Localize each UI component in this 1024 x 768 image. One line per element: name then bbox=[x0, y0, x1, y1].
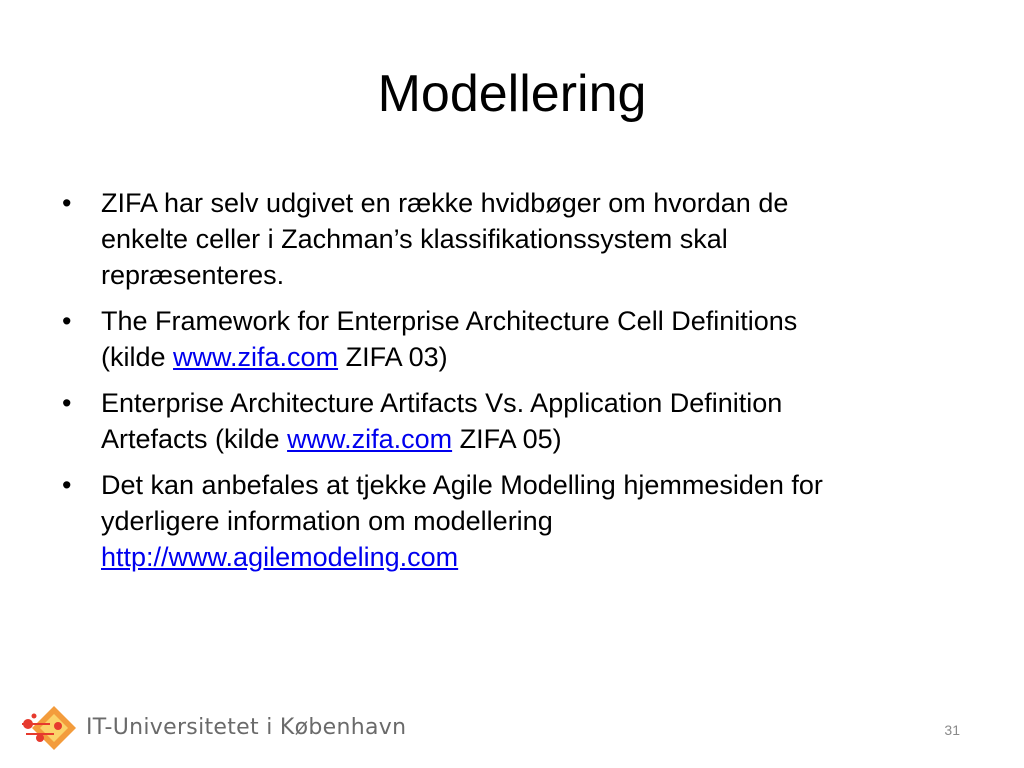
bullet-2-line-1: The Framework for Enterprise Architecture Cell Definitions bbox=[101, 306, 798, 336]
logo-text: IT-Universitetet i København bbox=[86, 715, 407, 740]
slide-title: Modellering bbox=[377, 65, 647, 123]
bullet-item-4 bbox=[58, 467, 958, 575]
footer-logo bbox=[20, 704, 440, 754]
bullet-dot-icon: • bbox=[62, 306, 72, 336]
bullet-2-suffix: ZIFA 03) bbox=[338, 342, 448, 372]
bullet-2-prefix: (kilde bbox=[101, 342, 174, 372]
bullet-1-line-2: enkelte celler i Zachman’s klassifikationssystem skal bbox=[101, 224, 728, 254]
bullet-3-prefix: Artefacts (kilde bbox=[101, 424, 288, 454]
page-number: 31 bbox=[944, 722, 960, 738]
bullet-3-suffix: ZIFA 05) bbox=[452, 424, 562, 454]
agilemodeling-link[interactable]: http://www.agilemodeling.com bbox=[101, 542, 459, 572]
bullet-dot-icon: • bbox=[62, 188, 72, 218]
bullet-1-line-3: repræsenteres. bbox=[101, 260, 285, 290]
bullet-3-line-1: Enterprise Architecture Artifacts Vs. Application Definition bbox=[101, 388, 783, 418]
bullet-4-line-1: Det kan anbefales at tjekke Agile Modelling hjemmesiden for bbox=[101, 470, 823, 500]
bullet-item-2 bbox=[58, 303, 958, 375]
bullet-dot-icon: • bbox=[62, 470, 72, 500]
bullet-4-line-2: yderligere information om modellering bbox=[101, 506, 553, 536]
bullet-dot-icon: • bbox=[62, 388, 72, 418]
bullet-list bbox=[58, 185, 958, 585]
itu-logo-icon bbox=[20, 704, 82, 754]
bullet-item-1 bbox=[58, 185, 958, 293]
zifa-link-1[interactable]: www.zifa.com bbox=[173, 342, 339, 372]
zifa-link-2[interactable]: www.zifa.com bbox=[287, 424, 453, 454]
bullet-item-3 bbox=[58, 385, 958, 457]
bullet-1-line-1: ZIFA har selv udgivet en række hvidbøger om hvordan de bbox=[101, 188, 789, 218]
